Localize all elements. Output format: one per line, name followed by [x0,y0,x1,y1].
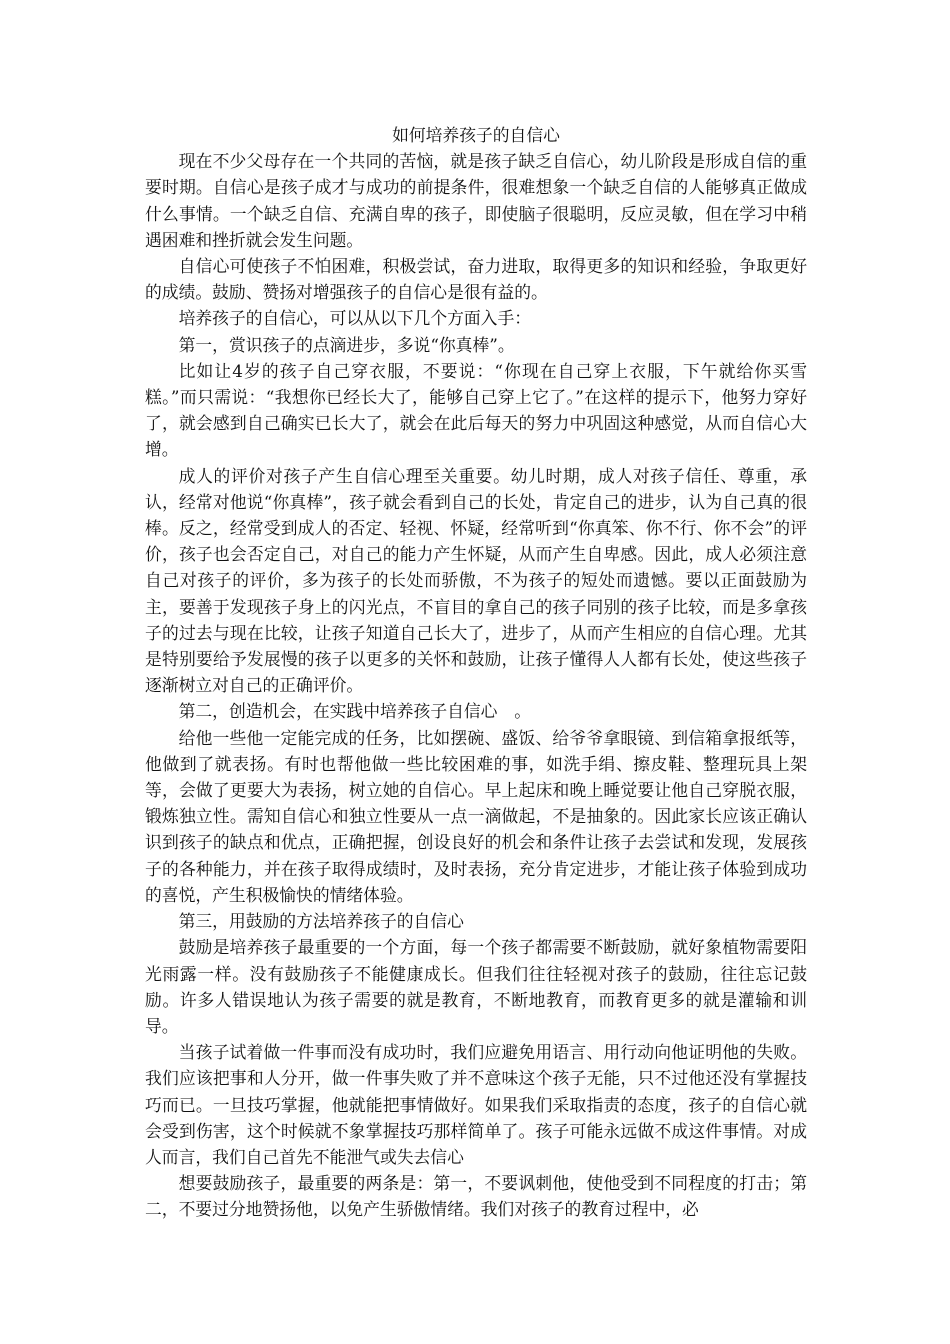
document-page [145,122,807,1223]
paragraph-overview: 培养孩子的自信心，可以从以下几个方面入手： [178,308,532,329]
document-title: 如何培养孩子的自信心 [392,125,560,145]
paragraph-adult-evaluation: 成人的评价对孩子产生自信心理至关重要。幼儿时期，成人对孩子信任、尊重，承认，经常对他说“你真棒”，孩子就会看到自己的长处，肯定自己的进步，认为自己真的很棒。反之，经常受到成人的否定、轻视、怀疑，经常听到“你真笨、你不行、你不会”的评价，孩子也会否定自己，对自己的能力产生怀疑，从而产生自卑感。因此，成人必须注意自己对孩子的评价，多为孩子的长处而骄傲，不为孩子的短处而遗憾。要以正面鼓励为主，要善于发现孩子身上的闪光点，不盲目的拿自己的孩子同别的孩子比较，而是多拿孩子的过去与现在比较，让孩子知道自己长大了，进步了，从而产生相应的自信心理。尤其是特别要给予发展慢的孩子以更多的关怀和鼓励，让孩子懂得人人都有长处，使这些孩子逐渐树立对自己的正确评价。 [145,465,807,696]
paragraph-practice: 给他一些他一定能完成的任务，比如摆碗、盛饭、给爷爷拿眼镜、到信箱拿报纸等，他做到了就表扬。有时也帮他做一些比较困难的事，如洗手绢、擦皮鞋、整理玩具上架等，会做了更要大为表扬，树立她的自信心。早上起床和晚上睡觉要让他自己穿脱衣服，锻炼独立性。需知自信心和独立性要从一点一滴做起，不是抽象的。因此家长应该正确认识到孩子的缺点和优点，正确把握，创设良好的机会和条件让孩子去尝试和发现，发展孩子的各种能力，并在孩子取得成绩时，及时表扬，充分肯定进步，才能让孩子体验到成功的喜悦，产生积极愉快的情绪体验。 [145,727,807,905]
paragraph-failure: 当孩子试着做一件事而没有成功时，我们应避免用语言、用行动向他证明他的失败。我们应该把事和人分开，做一件事失败了并不意味这个孩子无能，只不过他还没有掌握技巧而已。一旦技巧掌握，他就能把事情做好。如果我们采取指责的态度，孩子的自信心就会受到伤害，这个时候就不象掌握技巧那样简单了。孩子可能永远做不成这件事情。对成人而言，我们自己首先不能泄气或失去信心 [145,1042,807,1167]
paragraph-intro: 现在不少父母存在一个共同的苦恼，就是孩子缺乏自信心，幼儿阶段是形成自信的重要时期。自信心是孩子成才与成功的前提条件，很难想象一个缺乏自信的人能够真正做成什么事情。一个缺乏自信、充满自卑的孩子，即使脑子很聪明，反应灵敏，但在学习中稍遇困难和挫折就会发生问题。 [145,151,807,250]
section-heading-third: 第三，用鼓励的方法培养孩子的自信心 [178,911,464,932]
paragraph-example: 比如让4岁的孩子自己穿衣服，不要说：“你现在自己穿上衣服，下午就给你买雪糕。”而只需说：“我想你已经长大了，能够自己穿上它了。”在这样的提示下，他努力穿好了，就会感到自己确实已长大了，就会在此后每天的努力中巩固这种感觉，从而自信心大增。 [145,360,807,460]
paragraph-benefits: 自信心可使孩子不怕困难，积极尝试，奋力进取，取得更多的知识和经验，争取更好的成绩。鼓励、赞扬对增强孩子的自信心是很有益的。 [145,256,807,303]
paragraph-two-rules: 想要鼓励孩子，最重要的两条是：第一，不要讽刺他，使他受到不同程度的打击；第二，不要过分地赞扬他，以免产生骄傲情绪。我们对孩子的教育过程中，必 [145,1173,807,1220]
section-heading-first: 第一，赏识孩子的点滴进步，多说“你真棒”。 [178,334,515,355]
paragraph-encouragement: 鼓励是培养孩子最重要的一个方面，每一个孩子都需要不断鼓励，就好象植物需要阳光雨露一样。没有鼓励孩子不能健康成长。但我们往往轻视对孩子的鼓励，往往忘记鼓励。许多人错误地认为孩子需要的就是教育，不断地教育，而教育更多的就是灌输和训导。 [145,937,807,1036]
section-heading-second: 第二，创造机会，在实践中培养孩子自信心 。 [178,701,532,722]
